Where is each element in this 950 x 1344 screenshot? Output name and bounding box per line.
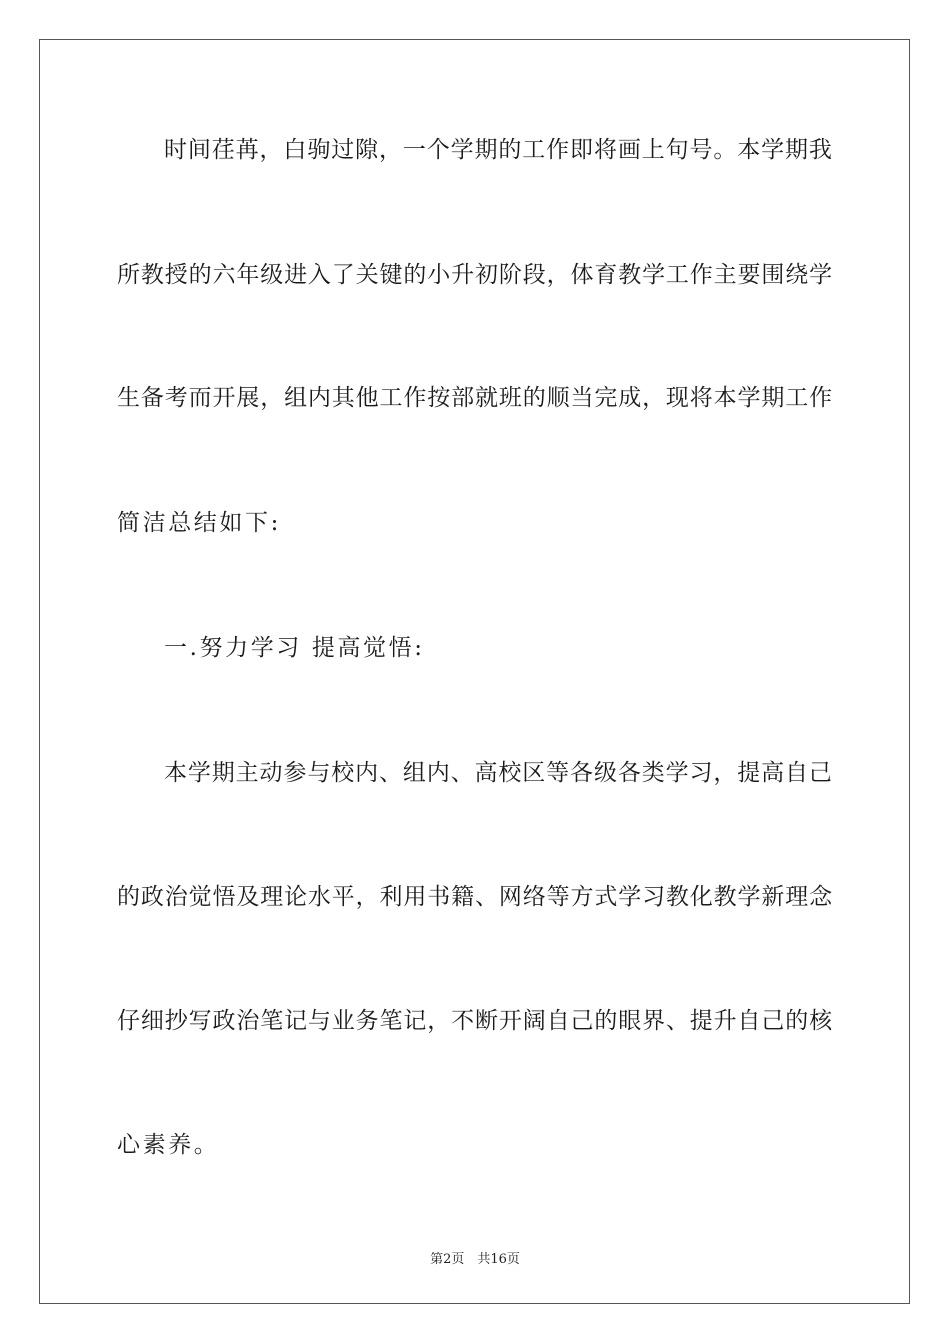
- paragraph-line-8: 仔细抄写政治笔记与业务笔记，不断开阔自己的眼界、提升自己的核: [117, 1008, 833, 1034]
- paragraph-line-1: 时间荏苒，白驹过隙，一个学期的工作即将画上句号。本学期我: [164, 137, 833, 163]
- paragraph-line-7: 的政治觉悟及理论水平，利用书籍、网络等方式学习教化教学新理念: [117, 884, 833, 910]
- paragraph-line-4: 简洁总结如下:: [117, 510, 281, 536]
- paragraph-line-2: 所教授的六年级进入了关键的小升初阶段，体育教学工作主要围绕学: [117, 262, 833, 288]
- page-border: [39, 39, 910, 1304]
- paragraph-line-3: 生备考而开展，组内其他工作按部就班的顺当完成，现将本学期工作: [117, 385, 833, 411]
- section-heading: 一.努力学习 提高觉悟:: [164, 635, 425, 661]
- paragraph-line-9: 心素养。: [117, 1132, 220, 1158]
- paragraph-line-6: 本学期主动参与校内、组内、高校区等各级各类学习，提高自己: [164, 760, 833, 786]
- page-number-footer: 第2页 共16页: [430, 1252, 520, 1267]
